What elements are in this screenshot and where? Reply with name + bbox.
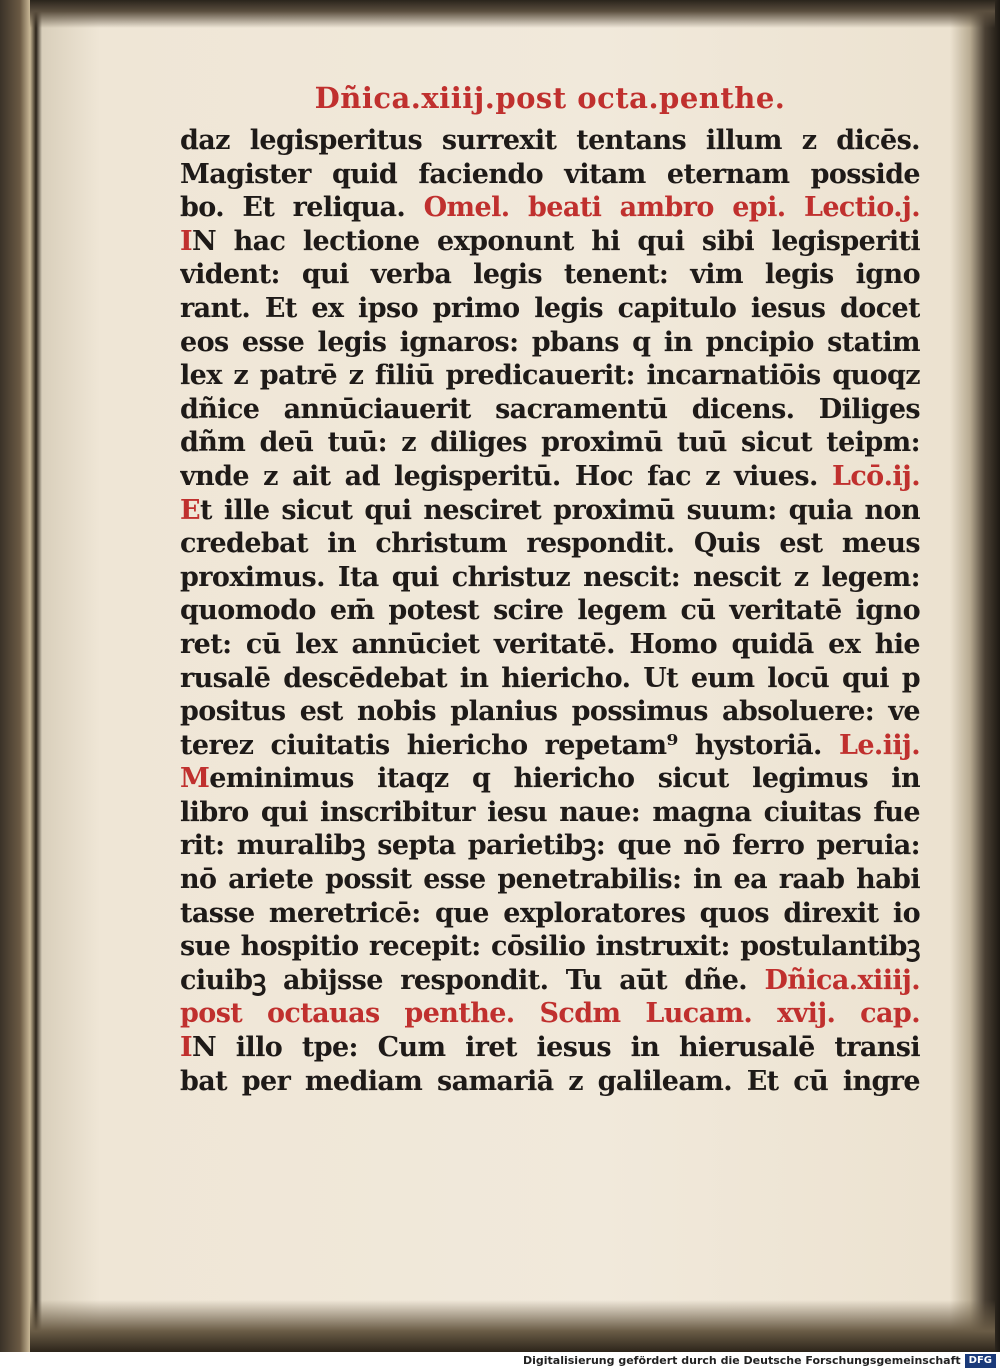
text-line xyxy=(180,695,920,729)
text-line xyxy=(180,829,920,863)
text-line xyxy=(180,594,920,628)
text-line xyxy=(180,292,920,326)
text-line xyxy=(180,662,920,696)
text-line xyxy=(180,158,920,192)
text-line xyxy=(180,527,920,561)
rubric-text: Le.iij. xyxy=(838,729,920,761)
text-line xyxy=(180,964,920,998)
body-text: dñice annūciauerit sacramentū dicens. Diliges xyxy=(180,393,920,425)
text-line xyxy=(180,930,920,964)
text-line xyxy=(180,561,920,595)
text-line xyxy=(180,762,920,796)
body-text: lex z patrē z filiū predicauerit: incarnatiōis quoqz xyxy=(180,360,920,392)
text-line xyxy=(180,393,920,427)
text-line xyxy=(180,494,920,528)
body-text: bo. Et reliqua. xyxy=(180,192,424,224)
body-text: vident: qui verba legis tenent: vim legis igno xyxy=(180,259,920,291)
text-lines xyxy=(180,124,920,1098)
footer-credit xyxy=(0,1352,1000,1370)
body-text: vnde z ait ad legisperitū. Hoc fac z viues. xyxy=(180,460,832,492)
body-text: N hac lectione exponunt hi qui sibi legisperiti xyxy=(192,225,920,257)
text-line xyxy=(180,729,920,763)
text-line xyxy=(180,359,920,393)
running-head: Dñica.xiiij.post octa.penthe. xyxy=(314,81,786,115)
text-line xyxy=(180,258,920,292)
text-line xyxy=(180,1031,920,1065)
body-text: quomodo em̄ potest scire legem cū veritatē igno xyxy=(180,595,920,627)
body-text: eminimus itaqz q hiericho sicut legimus in xyxy=(209,763,920,795)
text-line xyxy=(180,460,920,494)
text-line xyxy=(180,628,920,662)
body-text: t ille sicut qui nesciret proximū suum: quia non xyxy=(199,494,920,526)
body-text: tasse meretricē: que exploratores quos direxit io xyxy=(180,897,920,929)
body-text: eos esse legis ignaros: pbans q in pncipio statim xyxy=(180,326,920,358)
rubric-text: Lcō.ij. xyxy=(831,460,920,492)
body-text: credebat in christum respondit. Quis est meus xyxy=(180,528,920,560)
body-text: rant. Et ex ipso primo legis capitulo iesus docet xyxy=(180,292,920,324)
body-text: proximus. Ita qui christuz nescit: nescit z legem: xyxy=(180,561,920,593)
dfg-logo: DFG xyxy=(965,1354,996,1368)
body-text: Magister quid faciendo vitam eternam posside xyxy=(180,158,920,190)
rubricated-initial: M xyxy=(180,763,210,795)
text-line xyxy=(180,225,920,259)
body-text: nō ariete possit esse penetrabilis: in ea raab habi xyxy=(180,864,920,896)
body-text: rit: muralibꝫ septa parietibꝫ: que nō ferro peruia: xyxy=(180,830,920,862)
rubric-text: Dñica.xiiij. xyxy=(764,964,920,996)
body-text: sue hospitio recepit: cōsilio instruxit: postulantibꝫ xyxy=(180,931,920,963)
body-text: terez ciuitatis hiericho repetam⁹ hystoriā. xyxy=(180,729,839,761)
text-block xyxy=(180,72,920,1098)
rubricated-initial: E xyxy=(180,494,200,526)
rubricated-initial: I xyxy=(180,1032,193,1064)
body-text: daz legisperitus surrexit tentans illum z dicēs. xyxy=(180,125,920,156)
body-text: N illo tpe: Cum iret iesus in hierusalē transi xyxy=(192,1032,920,1064)
page-top-edge xyxy=(30,0,995,28)
page-bottom-edge xyxy=(30,1300,995,1352)
text-line xyxy=(180,796,920,830)
text-line xyxy=(180,124,920,158)
text-line xyxy=(180,426,920,460)
text-line xyxy=(180,1065,920,1099)
body-text: ciuibꝫ abijsse respondit. Tu aūt dñe. xyxy=(180,964,765,996)
body-text: rusalē descēdebat in hiericho. Ut eum locū qui p xyxy=(180,662,920,694)
footer-text: Digitalisierung gefördert durch die Deutsche Forschungsgemeinschaft xyxy=(522,1354,961,1367)
text-line xyxy=(180,997,920,1031)
text-line xyxy=(180,191,920,225)
body-text: bat per mediam samariā z galileam. Et cū ingre xyxy=(180,1065,920,1097)
rubric-text: Omel. beati ambro epi. Lectio.j. xyxy=(423,192,920,224)
text-line xyxy=(180,326,920,360)
body-text: dñm deū tuū: z diliges proximū tuū sicut teipm: xyxy=(180,427,920,459)
rubricated-initial: I xyxy=(180,225,193,257)
text-line xyxy=(180,897,920,931)
body-text: positus est nobis planius possimus absoluere: ve xyxy=(180,696,920,728)
text-line xyxy=(180,863,920,897)
body-text: ret: cū lex annūciet veritatē. Homo quidā ex hie xyxy=(180,628,920,660)
rubric-text: post octauas penthe. Scdm Lucam. xvij. cap. xyxy=(180,998,920,1030)
body-text: libro qui inscribitur iesu naue: magna ciuitas fue xyxy=(180,796,920,828)
